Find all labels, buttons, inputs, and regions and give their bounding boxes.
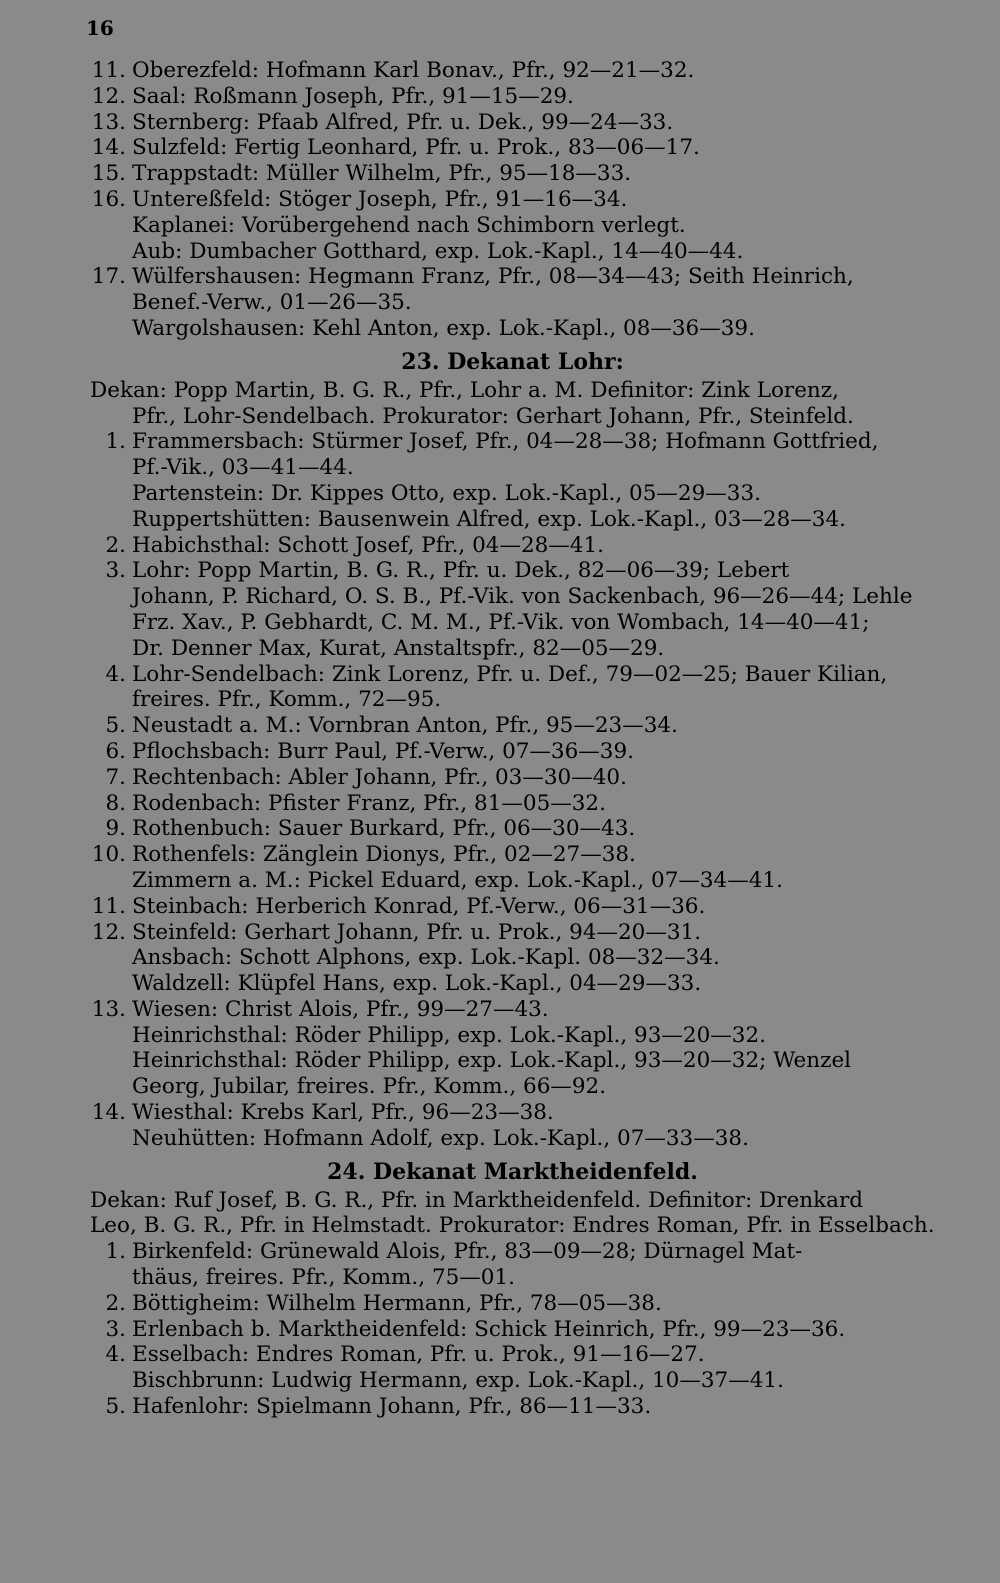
continuation-line: Benef.-Verw., 01—26—35. — [132, 290, 412, 316]
deanery-heading: 24. Dekanat Marktheidenfeld. — [327, 1158, 698, 1185]
page-number: 16 — [86, 16, 114, 40]
entry-number: 11. — [91, 893, 126, 919]
subsidiary-entry: Bischbrunn: Ludwig Hermann, exp. Lok.-Kapl., 10—37—41. — [132, 1368, 784, 1394]
entry-number: 2. — [105, 532, 126, 558]
parish-entry — [90, 713, 935, 739]
continuation-line: Dr. Denner Max, Kurat, Anstaltspfr., 82—05—29. — [132, 635, 665, 661]
entry-text: Oberezfeld: Hofmann Karl Bonav., Pfr., 92—21—32. — [132, 58, 695, 83]
subsidiary-entry: Ruppertshütten: Bausenwein Alfred, exp. Lok.-Kapl., 03—28—34. — [132, 506, 846, 532]
entry-number: 14. — [91, 1100, 126, 1126]
entry-number: 6. — [105, 738, 126, 764]
entry-text: Pflochsbach: Burr Paul, Pf.-Verw., 07—36—39. — [132, 738, 634, 764]
entry-text: Trappstadt: Müller Wilhelm, Pfr., 95—18—33. — [132, 161, 632, 187]
entry-number: 13. — [91, 996, 126, 1022]
continuation-line: freires. Pfr., Komm., 72—95. — [132, 687, 442, 713]
entry-number: 1. — [105, 429, 126, 455]
entry-number: 10. — [91, 842, 126, 868]
continuation-line: Frz. Xav., P. Gebhardt, C. M. M., Pf.-Vik. von Wombach, 14—40—41; — [132, 609, 870, 635]
parish-entry — [90, 791, 935, 817]
entry-number: 16. — [91, 186, 126, 212]
subsidiary-entry: Neuhütten: Hofmann Adolf, exp. Lok.-Kapl., 07—33—38. — [132, 1125, 749, 1151]
entry-number: 5. — [105, 713, 126, 739]
continuation-line: thäus, freires. Pfr., Komm., 75—01. — [132, 1265, 515, 1291]
parish-entry — [90, 161, 935, 187]
parish-entry — [90, 920, 935, 946]
subsidiary-entry: Ansbach: Schott Alphons, exp. Lok.-Kapl. 08—32—34. — [132, 945, 720, 971]
parish-entry — [90, 739, 935, 765]
entry-text: Steinbach: Herberich Konrad, Pf.-Verw., 06—31—36. — [132, 893, 706, 919]
entry-text: Birkenfeld: Grünewald Alois, Pfr., 83—09—28; Dürnagel Mat- — [132, 1239, 803, 1265]
parish-entry — [90, 58, 935, 84]
entry-number: 15. — [91, 161, 126, 187]
entry-text: Hafenlohr: Spielmann Johann, Pfr., 86—11—33. — [132, 1394, 652, 1420]
subsidiary-entry: Heinrichsthal: Röder Philipp, exp. Lok.-Kapl., 93—20—32; Wenzel — [132, 1048, 852, 1074]
entry-text: Wiesthal: Krebs Karl, Pfr., 96—23—38. — [132, 1100, 554, 1126]
entry-text: Erlenbach b. Marktheidenfeld: Schick Heinrich, Pfr., 99—23—36. — [132, 1316, 846, 1342]
entry-number: 4. — [105, 661, 126, 687]
parish-entry — [90, 429, 935, 455]
entry-text: Lohr-Sendelbach: Zink Lorenz, Pfr. u. Def., 79—02—25; Bauer Kilian, — [132, 661, 888, 687]
entry-number: 11. — [91, 58, 126, 83]
entry-number: 12. — [91, 919, 126, 945]
entry-text: Böttigheim: Wilhelm Hermann, Pfr., 78—05—38. — [132, 1290, 662, 1316]
parish-entry — [90, 1317, 935, 1343]
subsidiary-entry: Aub: Dumbacher Gotthard, exp. Lok.-Kapl., 14—40—44. — [132, 238, 744, 264]
parish-entry — [90, 997, 935, 1023]
entry-number: 8. — [105, 790, 126, 816]
parish-entry — [90, 1239, 935, 1265]
entry-number: 7. — [105, 764, 126, 790]
entry-number: 1. — [105, 1239, 126, 1265]
entry-text: Frammersbach: Stürmer Josef, Pfr., 04—28—38; Hofmann Gottfried, — [132, 429, 879, 455]
entry-text: Rothenfels: Zänglein Dionys, Pfr., 02—27—38. — [132, 842, 636, 868]
entry-number: 9. — [105, 816, 126, 842]
entry-text: Esselbach: Endres Roman, Pfr. u. Prok., 91—16—27. — [132, 1342, 705, 1368]
entry-text: Habichsthal: Schott Josef, Pfr., 04—28—41. — [132, 532, 604, 558]
parish-entry — [90, 816, 935, 842]
entry-text: Lohr: Popp Martin, B. G. R., Pfr. u. Dek., 82—06—39; Lebert — [132, 558, 790, 584]
entry-text: Sternberg: Pfaab Alfred, Pfr. u. Dek., 99—24—33. — [132, 109, 674, 135]
parish-entry — [90, 1291, 935, 1317]
entry-text: Wiesen: Christ Alois, Pfr., 99—27—43. — [132, 996, 549, 1022]
parish-entry — [90, 894, 935, 920]
entry-text: Wülfershausen: Hegmann Franz, Pfr., 08—34—43; Seith Heinrich, — [132, 264, 854, 290]
entry-number: 17. — [91, 264, 126, 290]
parish-entry — [90, 842, 935, 868]
subsidiary-entry: Wargolshausen: Kehl Anton, exp. Lok.-Kapl., 08—36—39. — [132, 315, 755, 341]
entry-number: 13. — [91, 109, 126, 135]
parish-entry — [90, 1342, 935, 1368]
parish-entry — [90, 135, 935, 161]
parish-entry — [90, 662, 935, 688]
parish-entry — [90, 84, 935, 110]
entry-text: Rodenbach: Pfister Franz, Pfr., 81—05—32. — [132, 790, 606, 816]
continuation-line: Georg, Jubilar, freires. Pfr., Komm., 66—92. — [132, 1074, 607, 1100]
subsidiary-entry: Partenstein: Dr. Kippes Otto, exp. Lok.-Kapl., 05—29—33. — [132, 480, 761, 506]
dean-info-line: Leo, B. G. R., Pfr. in Helmstadt. Prokurator: Endres Roman, Pfr. in Esselbach. — [90, 1213, 935, 1239]
entry-number: 5. — [105, 1394, 126, 1420]
entry-text: Neustadt a. M.: Vornbran Anton, Pfr., 95—23—34. — [132, 713, 678, 739]
parish-entry — [90, 765, 935, 791]
entry-number: 3. — [105, 558, 126, 584]
continuation-line: Pf.-Vik., 03—41—44. — [132, 455, 354, 481]
entry-number: 12. — [91, 83, 126, 109]
entry-number: 14. — [91, 135, 126, 161]
continuation-line: Johann, P. Richard, O. S. B., Pf.-Vik. von Sackenbach, 96—26—44; Lehle — [132, 584, 913, 610]
subsidiary-entry: Heinrichsthal: Röder Philipp, exp. Lok.-Kapl., 93—20—32. — [132, 1022, 766, 1048]
parish-entry — [90, 1394, 935, 1420]
parish-entry — [90, 187, 935, 213]
parish-entry — [90, 110, 935, 136]
entry-text: Steinfeld: Gerhart Johann, Pfr. u. Prok., 94—20—31. — [132, 919, 702, 945]
subsidiary-entry: Zimmern a. M.: Pickel Eduard, exp. Lok.-Kapl., 07—34—41. — [132, 867, 783, 893]
parish-entry — [90, 1100, 935, 1126]
parish-entry — [90, 533, 935, 559]
subsidiary-entry: Waldzell: Klüpfel Hans, exp. Lok.-Kapl., 04—29—33. — [132, 971, 702, 997]
entry-text: Rechtenbach: Abler Johann, Pfr., 03—30—40. — [132, 764, 627, 790]
directory-text — [90, 58, 935, 1420]
entry-text: Sulzfeld: Fertig Leonhard, Pfr. u. Prok., 83—06—17. — [132, 135, 700, 161]
entry-text: Rothenbuch: Sauer Burkard, Pfr., 06—30—43. — [132, 816, 636, 842]
dean-info-line: Dekan: Ruf Josef, B. G. R., Pfr. in Marktheidenfeld. Definitor: Drenkard — [90, 1187, 864, 1213]
parish-entry — [90, 558, 935, 584]
entry-text: Saal: Roßmann Joseph, Pfr., 91—15—29. — [132, 83, 574, 109]
entry-number: 4. — [105, 1342, 126, 1368]
parish-entry — [90, 264, 935, 290]
deanery-heading: 23. Dekanat Lohr: — [401, 348, 624, 375]
dean-info-line: Dekan: Popp Martin, B. G. R., Pfr., Lohr a. M. Definitor: Zink Lorenz, — [90, 377, 839, 403]
subsidiary-entry: Kaplanei: Vorübergehend nach Schimborn verlegt. — [132, 212, 686, 238]
entry-number: 3. — [105, 1316, 126, 1342]
continuation-line: Pfr., Lohr-Sendelbach. Prokurator: Gerhart Johann, Pfr., Steinfeld. — [132, 403, 854, 429]
entry-number: 2. — [105, 1290, 126, 1316]
entry-text: Untereßfeld: Stöger Joseph, Pfr., 91—16—34. — [132, 186, 628, 212]
